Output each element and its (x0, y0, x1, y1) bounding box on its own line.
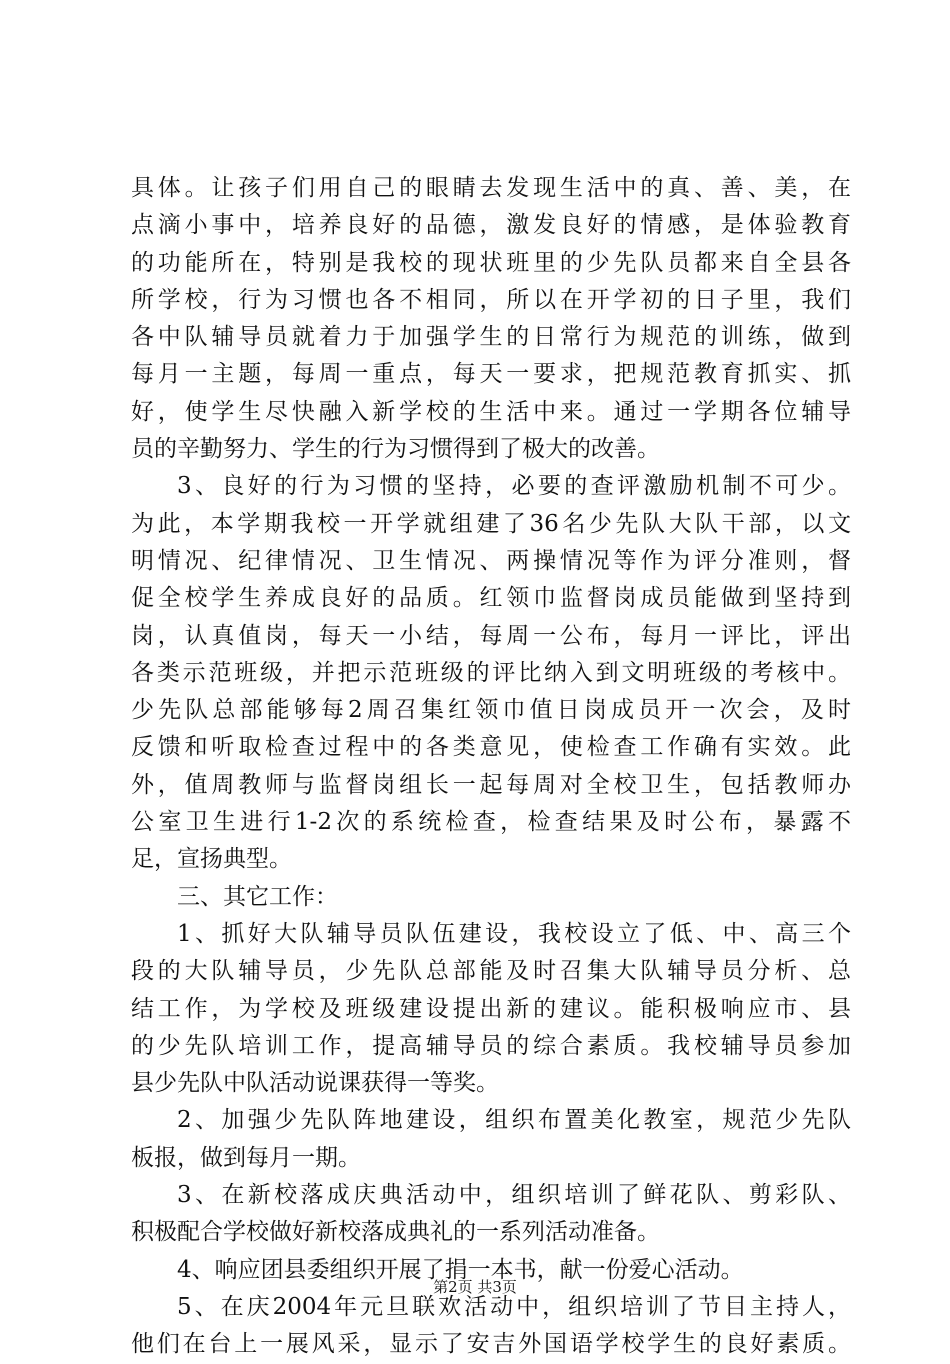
text-line: 明情况、纪律情况、卫生情况、两操情况等作为评分准则，督 (131, 547, 851, 574)
paragraph-start-line: 5、在庆2004年元旦联欢活动中，组织培训了节目主持人， (177, 1293, 851, 1320)
paragraph-start-line: 1、抓好大队辅导员队伍建设，我校设立了低、中、高三个 (177, 920, 851, 947)
text-line: 的功能所在，特别是我校的现状班里的少先队员都来自全县各 (131, 249, 851, 276)
document-body (131, 170, 851, 1364)
paragraph-start-line: 3、在新校落成庆典活动中，组织培训了鲜花队、剪彩队、 (177, 1182, 851, 1209)
text-line: 好，使学生尽快融入新学校的生活中来。通过一学期各位辅导 (131, 398, 851, 425)
text-line: 点滴小事中，培养良好的品德，激发良好的情感，是体验教育 (131, 212, 851, 239)
text-line: 县少先队中队活动说课获得一等奖。 (131, 1070, 499, 1097)
text-line: 为此，本学期我校一开学就组建了36名少先队大队干部，以文 (131, 510, 851, 537)
text-line: 反馈和听取检查过程中的各类意见，使检查工作确有实效。此 (131, 734, 851, 761)
paragraph-start-line: 4、响应团县委组织开展了捐一本书，献一份爱心活动。 (177, 1256, 744, 1283)
text-line: 他们在台上一展风采，显示了安吉外国语学校学生的良好素质。 (131, 1331, 851, 1358)
text-line: 员的辛勤努力、学生的行为习惯得到了极大的改善。 (131, 436, 660, 463)
text-line: 外，值周教师与监督岗组长一起每周对全校卫生，包括教师办 (131, 771, 851, 798)
text-line: 板报，做到每月一期。 (131, 1144, 361, 1171)
paragraph-start-line: 2、加强少先队阵地建设，组织布置美化教室，规范少先队 (177, 1107, 851, 1134)
text-line: 岗，认真值岗，每天一小结，每周一公布，每月一评比，评出 (131, 622, 851, 649)
text-line: 所学校，行为习惯也各不相同，所以在开学初的日子里，我们 (131, 286, 851, 313)
section-heading: 三、其它工作： (177, 883, 338, 910)
text-line: 公室卫生进行1-2次的系统检查，检查结果及时公布，暴露不 (131, 809, 851, 836)
text-line: 各类示范班级，并把示范班级的评比纳入到文明班级的考核中。 (131, 659, 851, 686)
text-line: 结工作，为学校及班级建设提出新的建议。能积极响应市、县 (131, 995, 851, 1022)
text-line: 促全校学生养成良好的品质。红领巾监督岗成员能做到坚持到 (131, 585, 851, 612)
text-line: 足，宣扬典型。 (131, 846, 292, 873)
text-line: 段的大队辅导员，少先队总部能及时召集大队辅导员分析、总 (131, 958, 851, 985)
text-line: 具体。让孩子们用自己的眼睛去发现生活中的真、善、美，在 (131, 175, 851, 201)
text-line: 积极配合学校做好新校落成典礼的一系列活动准备。 (131, 1219, 660, 1246)
paragraph-start-line: 3、良好的行为习惯的坚持，必要的查评激励机制不可少。 (177, 473, 851, 500)
page-number-footer: 第2页 共3页 (433, 1278, 517, 1296)
text-line: 每月一主题，每周一重点，每天一要求，把规范教育抓实、抓 (131, 361, 851, 388)
text-line: 各中队辅导员就着力于加强学生的日常行为规范的训练，做到 (131, 324, 851, 351)
text-line: 的少先队培训工作，提高辅导员的综合素质。我校辅导员参加 (131, 1032, 851, 1059)
text-line: 少先队总部能够每2周召集红领巾值日岗成员开一次会，及时 (131, 697, 851, 724)
